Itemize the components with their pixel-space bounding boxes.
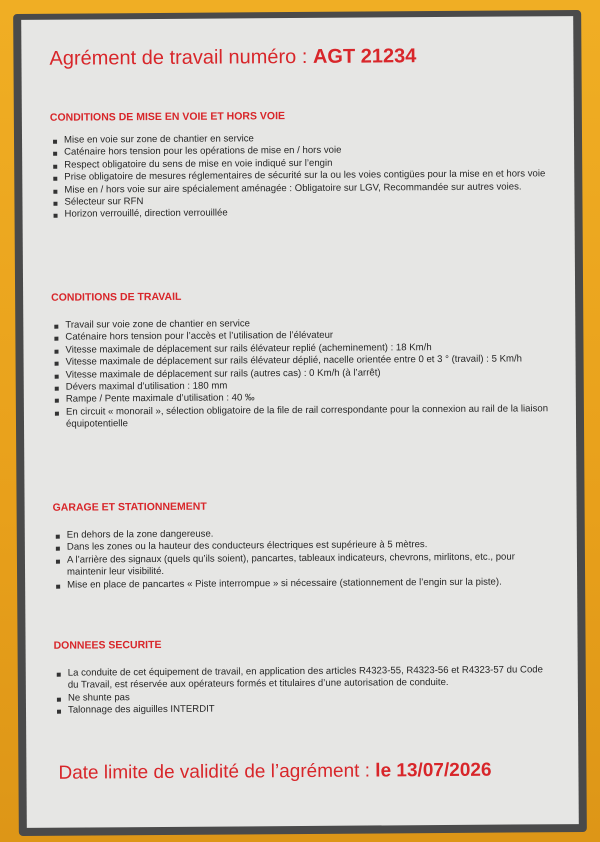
list-item: Dans les zones ou la hauteur des conducteurs électriques est supérieure à 5 mètres. xyxy=(55,539,555,555)
section-list-securite xyxy=(56,664,556,717)
list-item: A l’arrière des signaux (quels qu’ils soient), pancartes, tableaux indicateurs, chevrons, mirlitons, etc., pour maintenir leur visibilité. xyxy=(55,551,555,579)
list-item: Talonnage des aiguilles INTERDIT xyxy=(56,701,556,717)
list-item: En dehors de la zone dangereuse. xyxy=(55,526,555,542)
list-item: Vitesse maximale de déplacement sur rails élévateur replié (acheminement) : 18 Km/h xyxy=(53,341,553,357)
validity-prefix: Date limite de validité de l’agrément : xyxy=(58,760,376,784)
approval-number: AGT 21234 xyxy=(312,45,417,68)
list-item: Vitesse maximale de déplacement sur rails (autres cas) : 0 Km/h (à l’arrêt) xyxy=(54,366,554,382)
list-item: Ne shunte pas xyxy=(56,689,556,705)
section-heading-securite: DONNEES SECURITE xyxy=(53,638,162,652)
notice-title xyxy=(49,45,416,71)
approval-notice-sheet xyxy=(21,16,579,828)
list-item: Horizon verrouillé, direction verrouillée xyxy=(53,206,553,222)
list-item: Respect obligatoire du sens de mise en voie indiqué sur l’engin xyxy=(52,156,552,172)
list-item: En circuit « monorail », sélection obligatoire de la file de rail correspondante pour la connexion au rail de la liaison équipotentielle xyxy=(54,403,554,431)
section-list-mise-en-voie xyxy=(52,131,553,221)
list-item: Vitesse maximale de déplacement sur rails élévateur déplié, nacelle orientée entre 0 et 3 ° (travail) : 5 Km/h xyxy=(54,353,554,369)
list-item: Sélecteur sur RFN xyxy=(52,193,552,209)
list-item: Caténaire hors tension pour les opérations de mise en / hors voie xyxy=(52,144,552,160)
list-item: Mise en place de pancartes « Piste interrompue » si nécessaire (stationnement de l’engin sur la piste). xyxy=(55,576,555,592)
validity-deadline xyxy=(58,760,491,785)
list-item: Prise obligatoire de mesures réglementaires de sécurité sur la ou les voies contigües pour la mise en et hors voie xyxy=(52,168,552,184)
section-heading-mise-en-voie: CONDITIONS DE MISE EN VOIE ET HORS VOIE xyxy=(49,110,286,124)
section-list-conditions-travail xyxy=(53,316,554,431)
title-prefix: Agrément de travail numéro : xyxy=(49,45,313,70)
section-heading-conditions-travail: CONDITIONS DE TRAVAIL xyxy=(51,290,182,304)
validity-date: le 13/07/2026 xyxy=(375,759,492,782)
list-item: La conduite de cet équipement de travail, en application des articles R4323-55, R4323-56 et R4323-57 du Code du Travail, est réservée aux opérateurs formés et titulaires d’une autorisation de conduite. xyxy=(56,664,556,692)
list-item: Mise en voie sur zone de chantier en service xyxy=(52,131,552,147)
list-item: Mise en / hors voie sur aire spécialement aménagée : Obligatoire sur LGV, Recommandée sur autres voies. xyxy=(52,181,552,197)
list-item: Caténaire hors tension pour l’accès et l’utilisation de l’élévateur xyxy=(53,329,553,345)
list-item: Travail sur voie zone de chantier en service xyxy=(53,316,553,332)
section-list-garage xyxy=(55,526,555,592)
list-item: Rampe / Pente maximale d’utilisation : 40 ‰ xyxy=(54,391,554,407)
section-heading-garage: GARAGE ET STATIONNEMENT xyxy=(52,500,207,514)
list-item: Dévers maximal d’utilisation : 180 mm xyxy=(54,378,554,394)
